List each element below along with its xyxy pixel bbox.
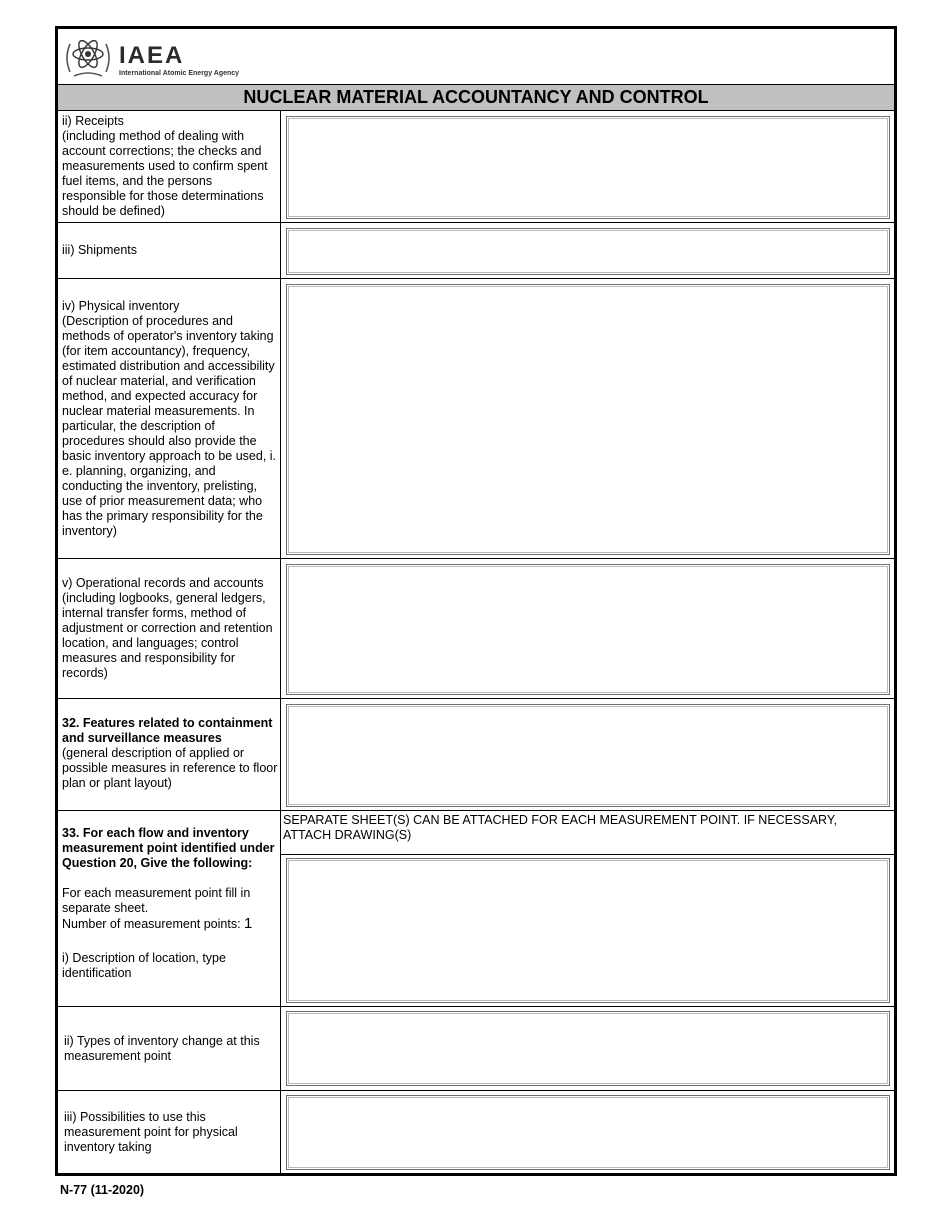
inventory-change-heading: ii) Types of inventory change at this measurement point (64, 1034, 260, 1063)
receipts-description: (including method of dealing with account corrections; the checks and measurements used to confirm spent fuel items, and the persons responsible for those determinations should be defined) (62, 129, 268, 218)
num-points-label: Number of measurement points (62, 917, 238, 931)
operational-records-input[interactable] (286, 564, 890, 695)
shipments-heading: iii) Shipments (62, 243, 138, 257)
logo-subtitle: International Atomic Energy Agency (119, 70, 240, 77)
receipts-input[interactable] (286, 116, 890, 219)
physical-taking-label-cell (58, 1091, 281, 1173)
iaea-emblem-icon (62, 32, 114, 80)
inventory-change-input[interactable] (286, 1011, 890, 1086)
inventory-change-row (58, 1007, 894, 1091)
q33-fill-note: For each measurement point fill in separate sheet. (62, 886, 251, 915)
physical-taking-heading: iii) Possibilities to use this measurement point for physical inventory taking (64, 1110, 238, 1154)
physical-inventory-heading: iv) Physical inventory (62, 299, 180, 313)
operational-records-heading: v) Operational records and accounts (62, 576, 264, 590)
q32-label-cell (58, 699, 281, 810)
shipments-row (58, 223, 894, 279)
physical-inventory-label-cell (58, 279, 281, 558)
q33-label-cell (58, 811, 281, 1006)
q33-row (58, 811, 894, 1007)
q33-num-points (62, 916, 278, 932)
physical-inventory-row (58, 279, 894, 559)
physical-inventory-description: (Description of procedures and methods of operator's inventory taking (for item accountancy), frequency, estimated distribution and accessibility of nuclear material, and verification method, and expected accuracy for nuclear material measurements. In particular, the description of procedures should also provide the basic inventory approach to be used, i. e. planning, organizing, and conducting the inventory, prelisting, use of prior measurement data; who has the primary responsibility for the inventory) (62, 314, 277, 538)
logo-text: IAEA (119, 42, 185, 69)
operational-records-description: (including logbooks, general ledgers, internal transfer forms, method of adjustment or correction and retention location, and languages; control measures and responsibility for records) (62, 591, 273, 680)
q32-input[interactable] (286, 704, 890, 807)
receipts-heading: ii) Receipts (62, 114, 124, 128)
q33-heading: 33. For each flow and inventory measurement point identified under Question 20, Give the following: (62, 826, 275, 870)
physical-taking-input[interactable] (286, 1095, 890, 1170)
physical-inventory-input[interactable] (286, 284, 890, 555)
inventory-change-label-cell (58, 1007, 281, 1090)
q32-heading: 32. Features related to containment and surveillance measures (62, 716, 273, 745)
shipments-label-cell (58, 223, 281, 278)
form-frame (55, 26, 897, 1176)
receipts-row (58, 111, 894, 223)
q33-location-input[interactable] (286, 858, 890, 1003)
physical-taking-row (58, 1091, 894, 1173)
q33-item-i: i) Description of location, type identification (62, 951, 226, 980)
operational-records-row (58, 559, 894, 699)
form-id: N-77 (11-2020) (60, 1183, 145, 1197)
operational-records-label-cell (58, 559, 281, 698)
note-separator (281, 854, 894, 855)
attach-note: SEPARATE SHEET(S) CAN BE ATTACHED FOR EACH MEASUREMENT POINT. IF NECESSARY, ATTACH DRAWING(S) (283, 813, 838, 842)
shipments-input[interactable] (286, 228, 890, 275)
q32-row (58, 699, 894, 811)
iaea-logo (62, 32, 262, 82)
receipts-label-cell (58, 111, 281, 222)
q32-description: (general description of applied or possible measures in reference to floor plan or plant layout) (62, 746, 278, 790)
num-points-value[interactable]: 1 (244, 915, 253, 932)
num-points-colon: : (237, 917, 245, 931)
form-title: NUCLEAR MATERIAL ACCOUNTANCY AND CONTROL (58, 84, 894, 111)
